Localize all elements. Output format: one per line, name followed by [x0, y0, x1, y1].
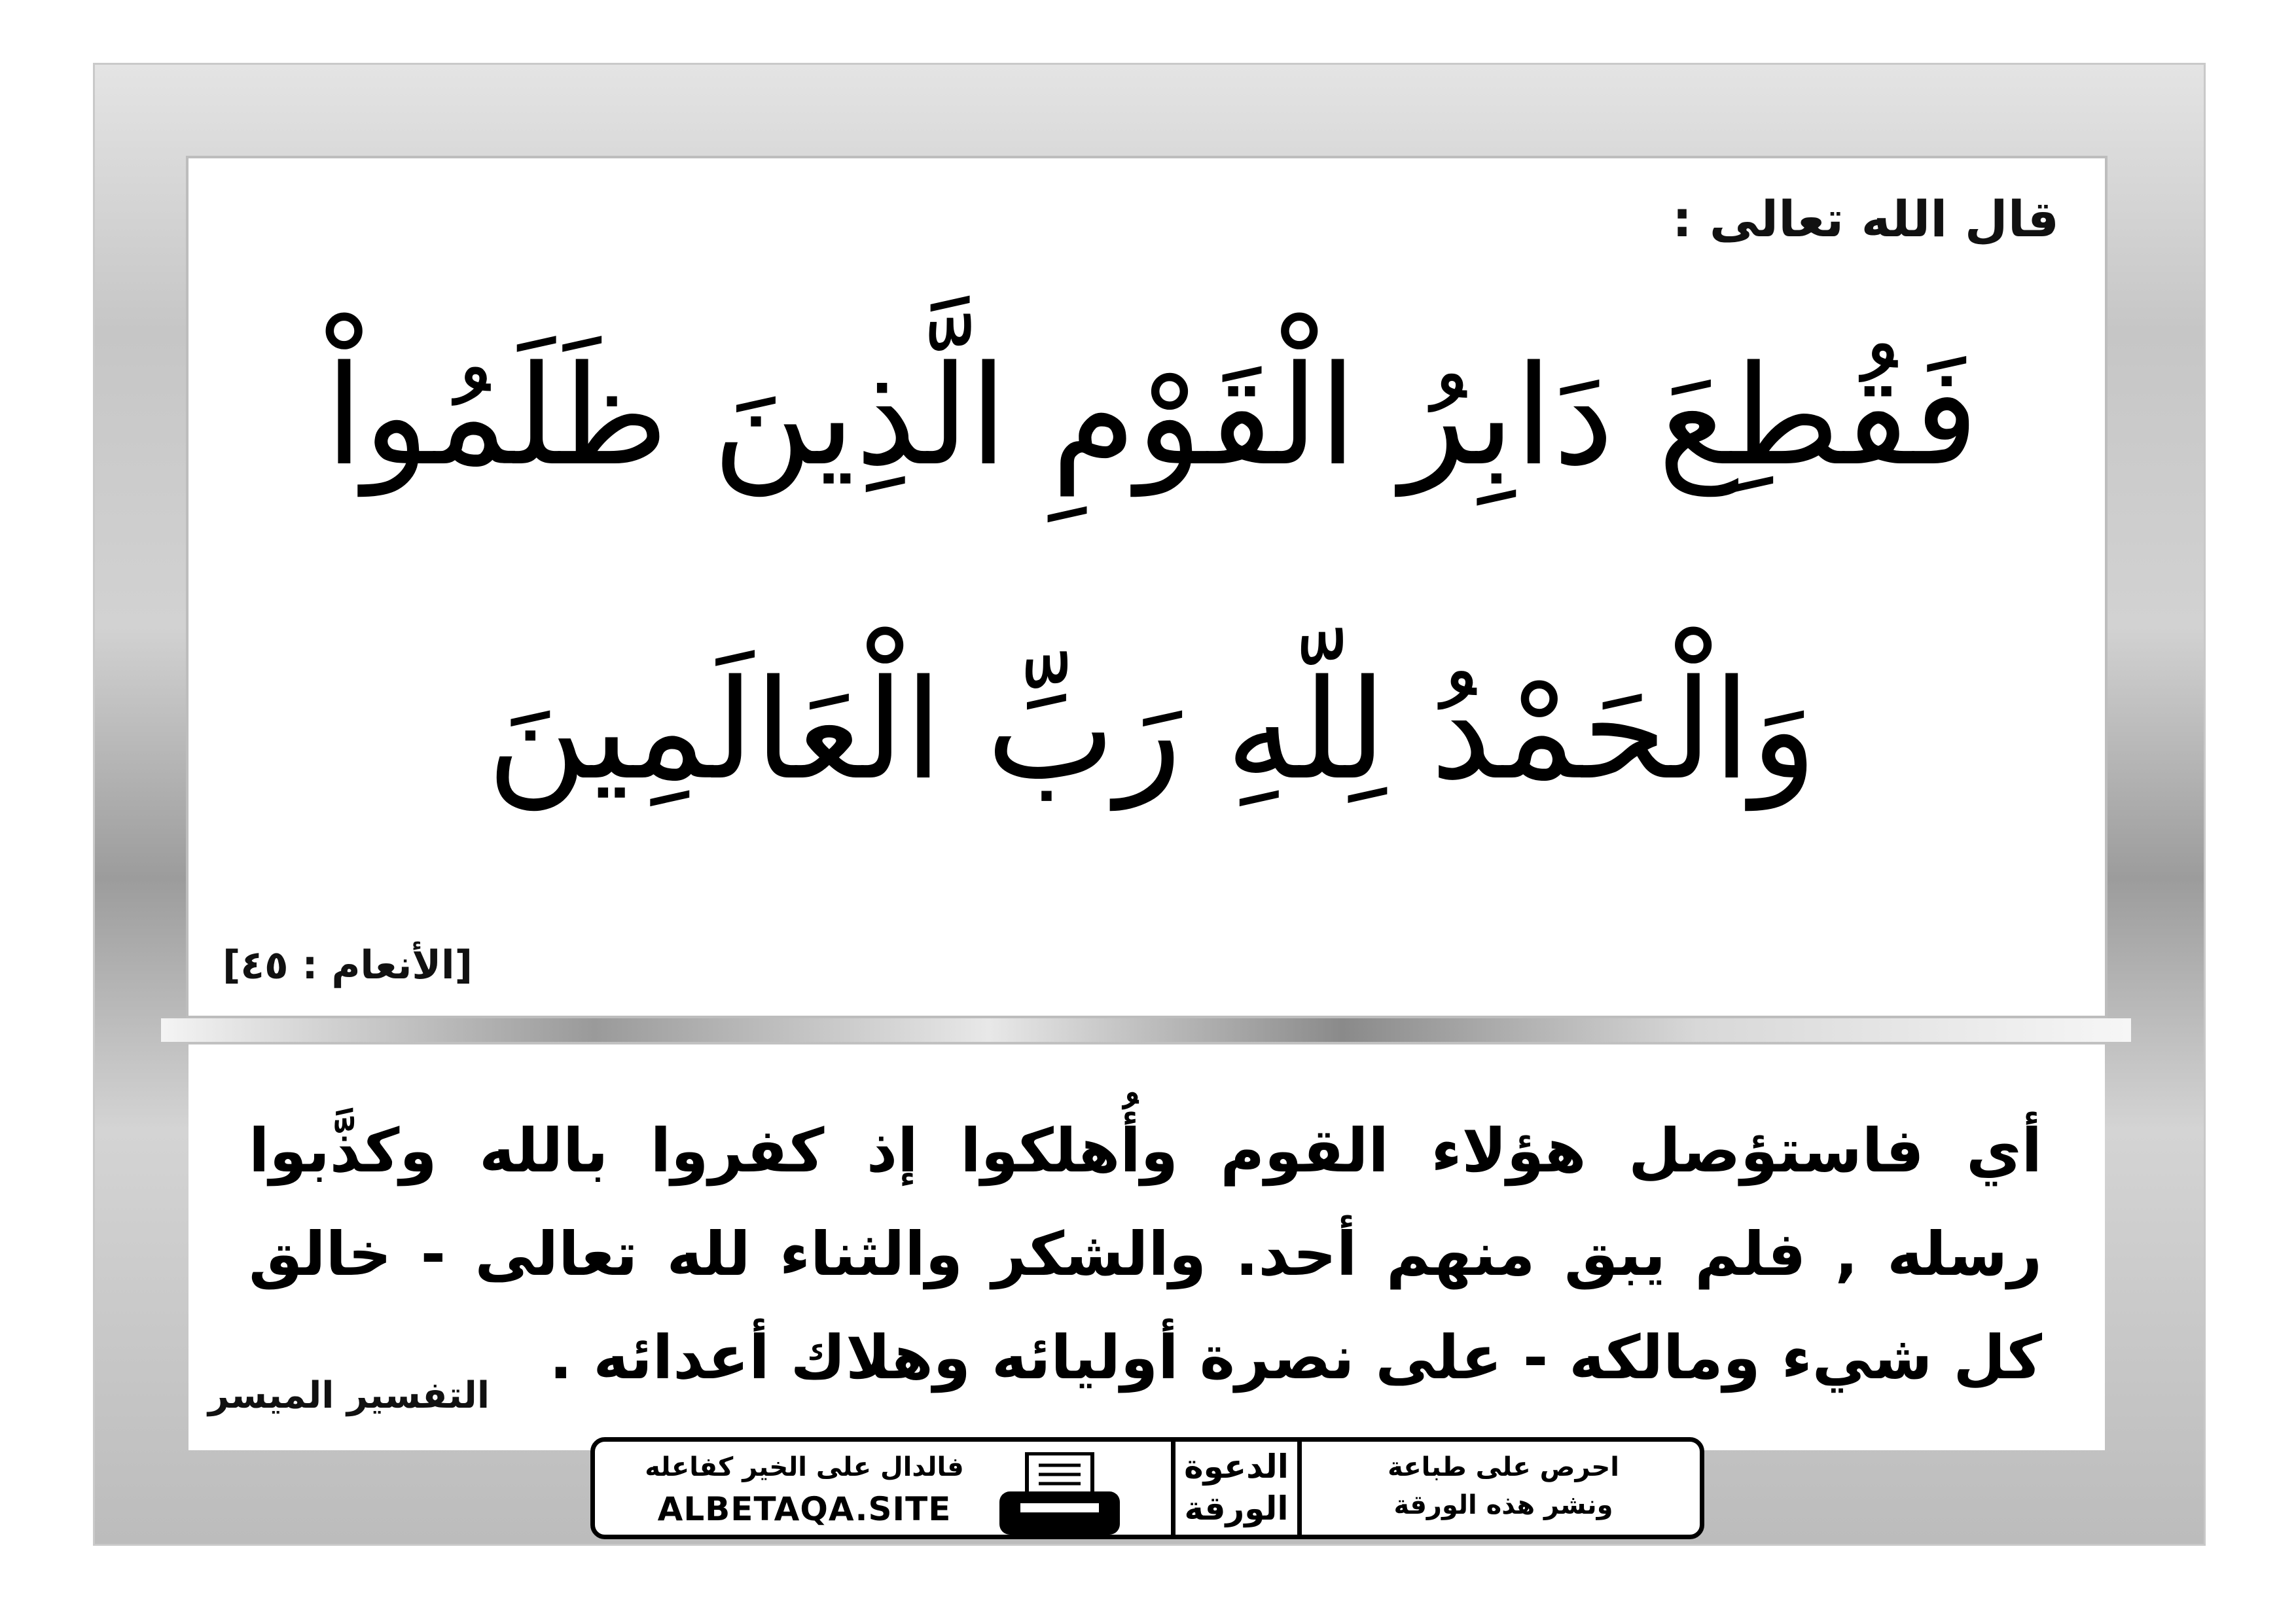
footer-right — [1333, 1448, 1674, 1524]
logo-line-2: الورقة — [1184, 1489, 1289, 1527]
divider-bar — [161, 1018, 2131, 1042]
verse-line-1: فَقُطِعَ دَابِرُ الْقَوْمِ الَّذِينَ ظَلَمُواْ — [325, 336, 1979, 496]
footer-call-2: ونشر هذه الورقة — [1393, 1490, 1613, 1520]
site-link[interactable]: ALBETAQA.SITE — [657, 1490, 952, 1528]
logo-line-1: الدعوة — [1184, 1448, 1289, 1486]
footer-motto: فالدال على الخير كفاعله — [645, 1452, 964, 1482]
tafsir-source: التفسير الميسر — [208, 1374, 490, 1417]
verse-reference: [الأنعام : ٤٥] — [223, 942, 473, 988]
footer-left — [634, 1448, 975, 1532]
tafsir-text: أي فاستؤصل هؤلاء القوم وأُهلكوا إذ كفروا بالله وكذَّبوا رسله , فلم يبق منهم أحد. والشكر والثناء لله تعالى - خالق كل شيء ومالكه - على نصرة أوليائه وهلاك أعدائه . — [249, 1116, 2042, 1393]
footer-banner — [590, 1437, 1704, 1539]
albetaqa-logo — [1171, 1442, 1302, 1535]
verse-panel — [188, 158, 2105, 1016]
intro-heading: قال الله تعالى : — [1672, 190, 2059, 248]
printer-icon — [994, 1452, 1125, 1537]
verse-line-2: وَالْحَمْدُ لِلّهِ رَبِّ الْعَالَمِينَ — [486, 650, 1818, 810]
footer-call-1: احرص على طباعة — [1388, 1452, 1619, 1482]
